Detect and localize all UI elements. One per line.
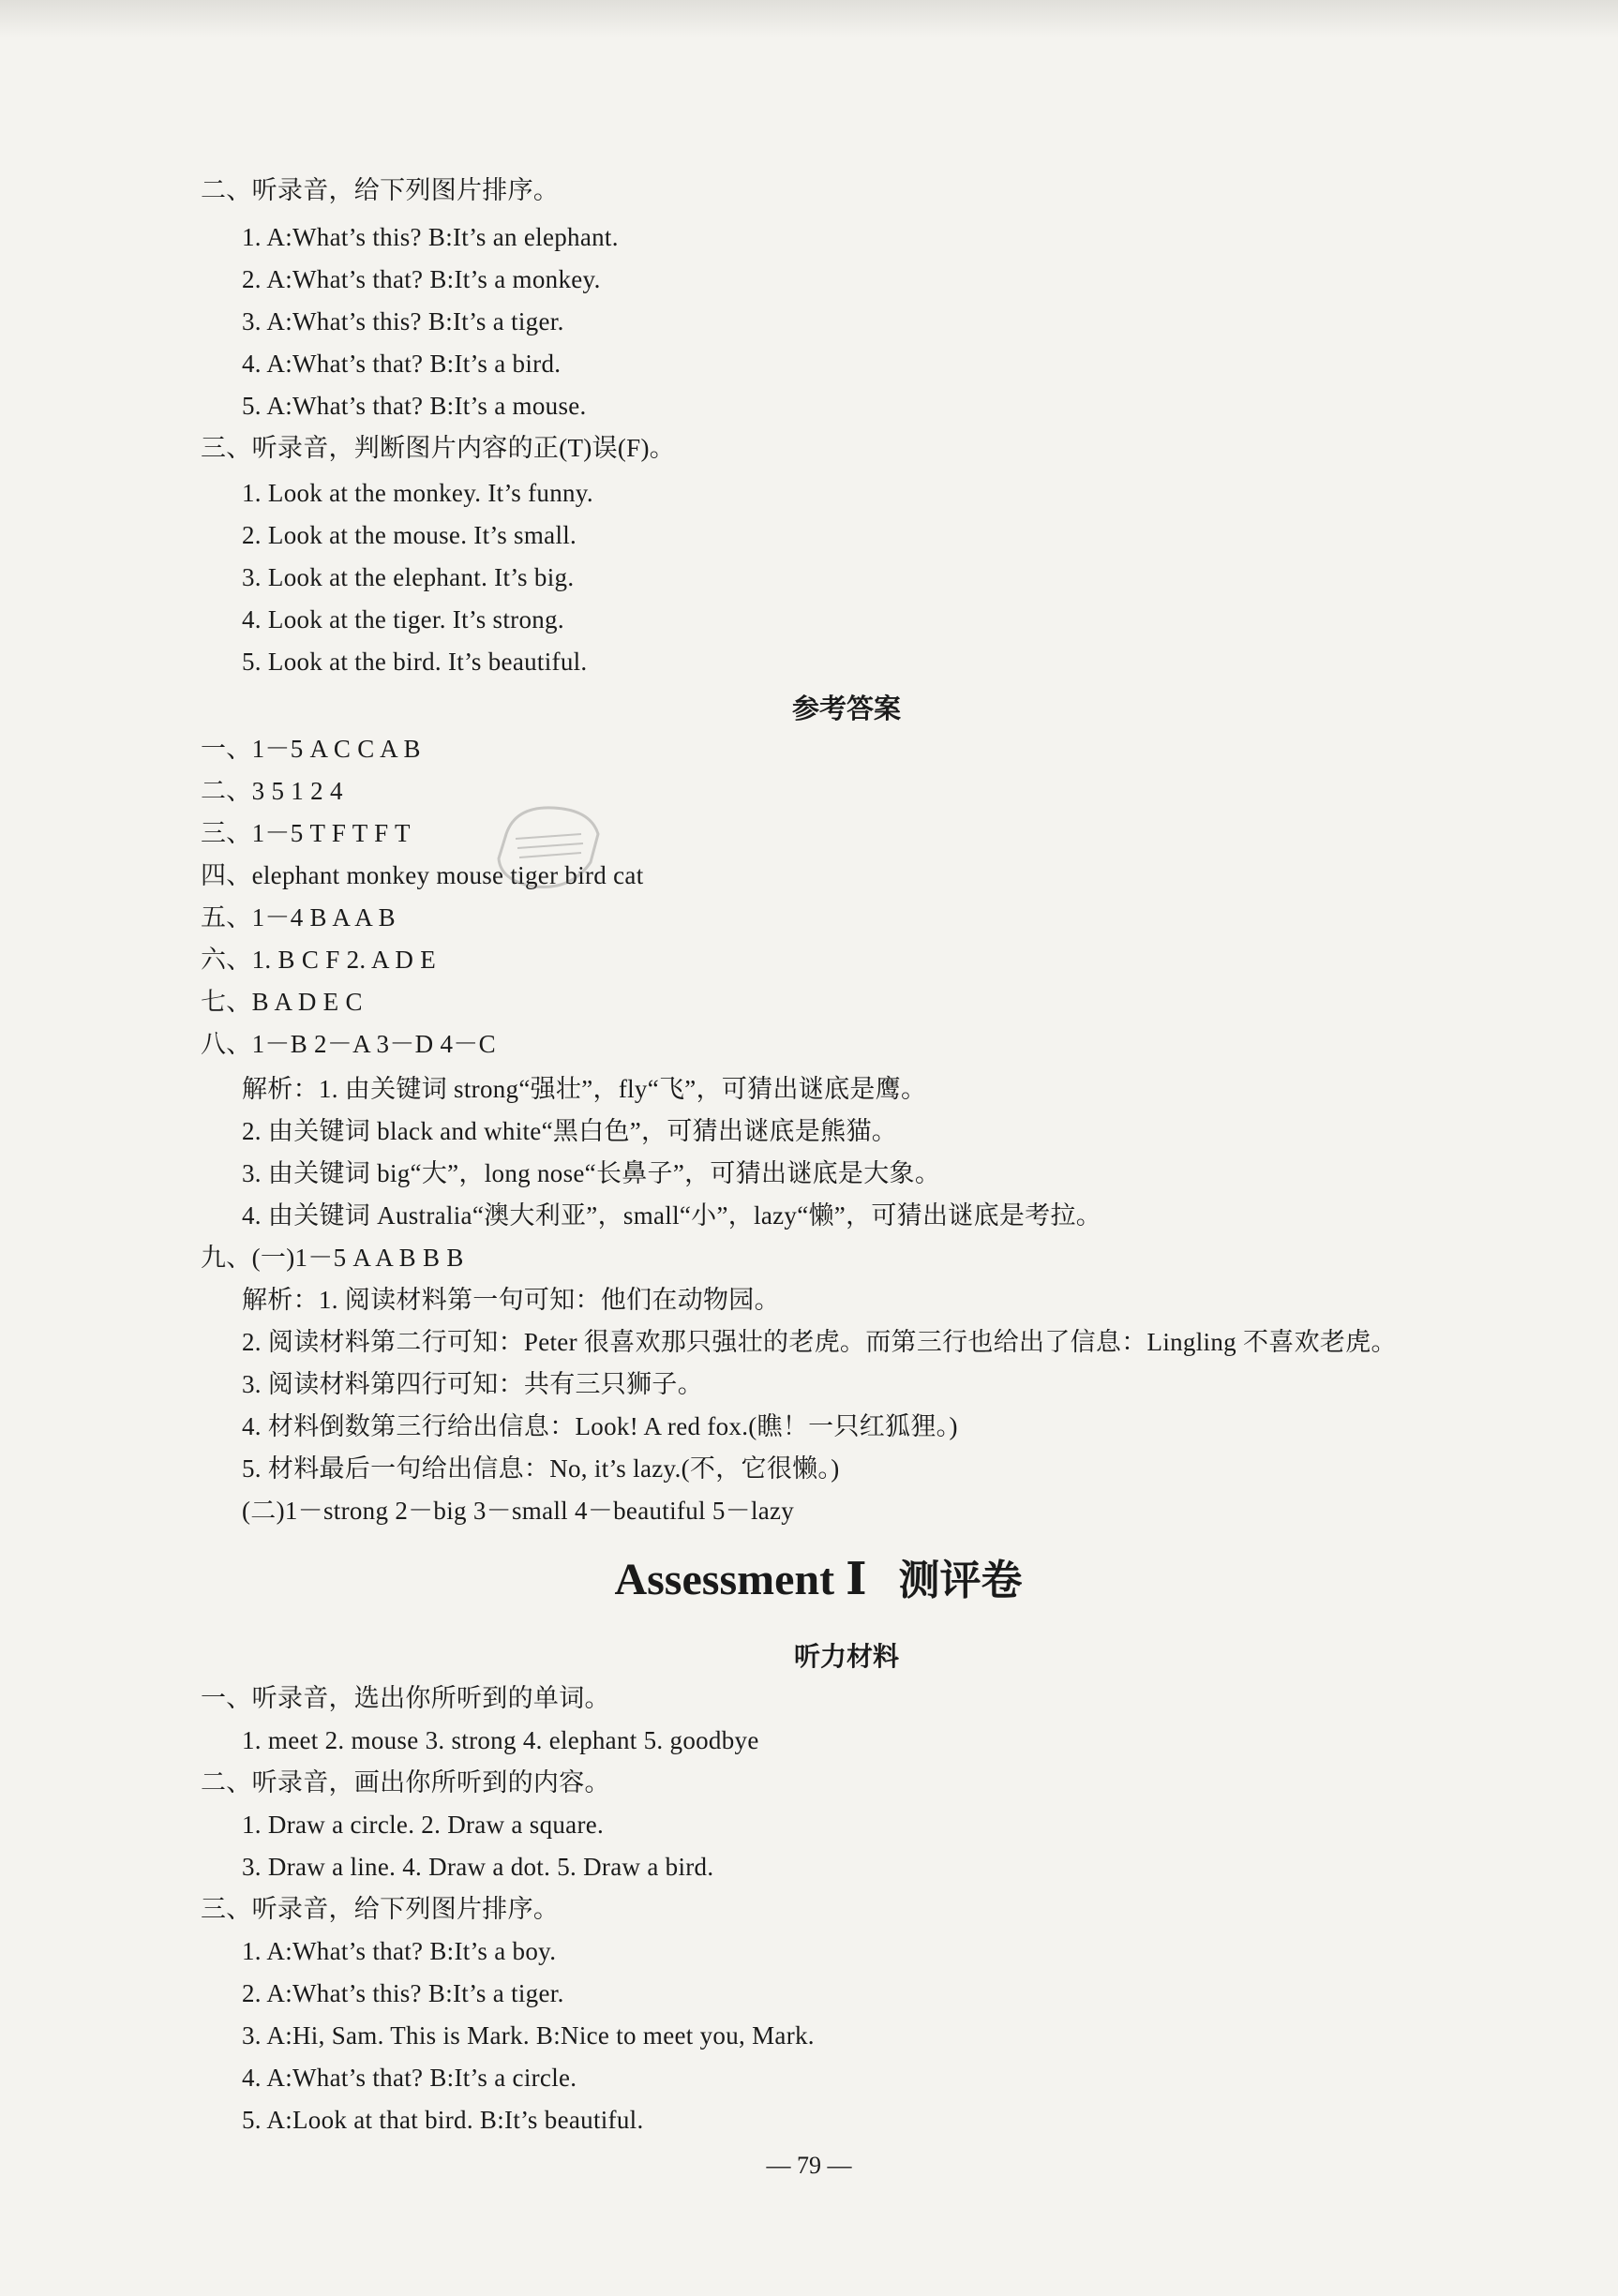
assessment-part3-item-5: 5. A:Look at that bird. B:It’s beautiful. <box>242 2106 644 2134</box>
section3-item-4: 4. Look at the tiger. It’s strong. <box>242 605 564 634</box>
answer-line-6: 六、1. B C F 2. A D E <box>201 946 436 974</box>
page-edge-shadow <box>0 0 1618 37</box>
analysis9-line-4: 4. 材料倒数第三行给出信息：Look! A red fox.(瞧！一只红狐狸。) <box>242 1412 958 1440</box>
answers-heading: 参考答案 <box>791 693 901 724</box>
section3-item-2: 2. Look at the mouse. It’s small. <box>242 521 577 549</box>
assessment-part3-item-2: 2. A:What’s this? B:It’s a tiger. <box>242 1979 564 2007</box>
section2-item-3: 3. A:What’s this? B:It’s a tiger. <box>242 307 564 335</box>
section2-item-2: 2. A:What’s that? B:It’s a monkey. <box>242 265 601 293</box>
analysis9-line-2: 2. 阅读材料第二行可知：Peter 很喜欢那只强壮的老虎。而第三行也给出了信息：Lingling 不喜欢老虎。 <box>242 1328 1397 1356</box>
analysis8-line-2: 2. 由关键词 black and white“黑白色”，可猜出谜底是熊猫。 <box>242 1117 898 1145</box>
assessment-part3-item-1: 1. A:What’s that? B:It’s a boy. <box>242 1937 557 1965</box>
answer-line-5: 五、1－4 B A A B <box>201 903 396 932</box>
answer-line-9: 九、(一)1－5 A A B B B <box>201 1244 464 1272</box>
section3-item-3: 3. Look at the elephant. It’s big. <box>242 563 575 591</box>
assessment-title-en: Assessment Ⅰ <box>614 1555 867 1604</box>
analysis9-line-3: 3. 阅读材料第四行可知：共有三只狮子。 <box>242 1370 703 1398</box>
section3-item-5: 5. Look at the bird. It’s beautiful. <box>242 648 588 676</box>
answer-line-7: 七、B A D E C <box>201 988 363 1016</box>
assessment-title-cn: 测评卷 <box>898 1557 1023 1604</box>
section3-heading: 三、听录音，判断图片内容的正(T)误(F)。 <box>201 434 676 462</box>
answer-line-1: 一、1－5 A C C A B <box>201 735 421 763</box>
assessment-part3-item-3: 3. A:Hi, Sam. This is Mark. B:Nice to meet you, Mark. <box>242 2021 815 2050</box>
assessment-part3-item-4: 4. A:What’s that? B:It’s a circle. <box>242 2064 577 2092</box>
answer-line-4: 四、elephant monkey mouse tiger bird cat <box>201 861 644 889</box>
assessment-part1-heading: 一、听录音，选出你所听到的单词。 <box>201 1684 610 1712</box>
watermark-stamp-icon <box>487 797 609 900</box>
assessment-part1-items: 1. meet 2. mouse 3. strong 4. elephant 5. goodbye <box>242 1726 759 1754</box>
section3-item-1: 1. Look at the monkey. It’s funny. <box>242 479 593 507</box>
assessment-part3-heading: 三、听录音，给下列图片排序。 <box>201 1895 560 1923</box>
assessment-title <box>9 1552 1618 1609</box>
analysis9-line-5: 5. 材料最后一句给出信息：No, it’s lazy.(不，它很懒。) <box>242 1454 840 1483</box>
analysis8-line-1: 解析：1. 由关键词 strong“强壮”，fly“飞”，可猜出谜底是鹰。 <box>242 1075 927 1103</box>
assessment-part2-items-1: 1. Draw a circle. 2. Draw a square. <box>242 1811 605 1839</box>
analysis9-line-1: 解析：1. 阅读材料第一句可知：他们在动物园。 <box>242 1286 780 1314</box>
answer-line-9b: (二)1－strong 2－big 3－small 4－beautiful 5－lazy <box>242 1497 795 1525</box>
listening-material-heading: 听力材料 <box>793 1641 899 1672</box>
assessment-part2-heading: 二、听录音，画出你所听到的内容。 <box>201 1768 610 1797</box>
assessment-part2-items-2: 3. Draw a line. 4. Draw a dot. 5. Draw a bird. <box>242 1853 714 1881</box>
page-number: — 79 — <box>766 2152 852 2179</box>
analysis8-line-3: 3. 由关键词 big“大”，long nose“长鼻子”，可猜出谜底是大象。 <box>242 1159 941 1187</box>
analysis8-line-4: 4. 由关键词 Australia“澳大利亚”，small“小”，lazy“懒”，可猜出谜底是考拉。 <box>242 1201 1102 1230</box>
section2-heading: 二、听录音，给下列图片排序。 <box>201 176 560 204</box>
section2-item-4: 4. A:What’s that? B:It’s a bird. <box>242 350 562 378</box>
answer-line-8: 八、1－B 2－A 3－D 4－C <box>201 1030 496 1058</box>
answer-line-3: 三、1－5 T F T F T <box>201 819 411 847</box>
section2-item-5: 5. A:What’s that? B:It’s a mouse. <box>242 392 587 420</box>
answer-line-2: 二、3 5 1 2 4 <box>201 777 343 805</box>
section2-item-1: 1. A:What’s this? B:It’s an elephant. <box>242 223 619 251</box>
